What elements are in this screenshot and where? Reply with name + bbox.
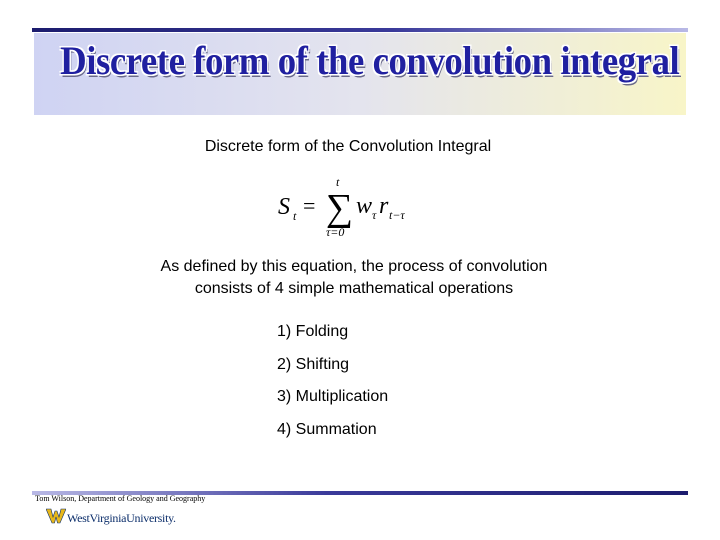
list-item: 3) Multiplication [277, 388, 389, 405]
eq-term1-subscript: τ [372, 208, 377, 222]
list-item: 4) Summation [277, 420, 377, 438]
slide-subtitle: Discrete form of the Convolution Integral [204, 138, 492, 155]
list-item: 2) Shifting [277, 355, 350, 373]
eq-sum-symbol: ∑ [326, 187, 354, 229]
convolution-equation [276, 176, 416, 242]
eq-term2-subscript: t−τ [389, 208, 405, 222]
eq-lhs: S [278, 194, 290, 220]
flying-wv-icon [46, 508, 66, 524]
list-item: 1) Folding [277, 323, 349, 340]
eq-equals: = [303, 193, 316, 218]
eq-term2: r [379, 193, 389, 219]
operations-list [277, 323, 388, 453]
top-rule [32, 28, 688, 32]
slide-title: Discrete form of the convolution integral [60, 38, 680, 83]
description [0, 256, 708, 300]
eq-sum-lower: τ=0 [326, 225, 345, 239]
author-credit: Tom Wilson, Department of Geology and Geography [35, 494, 206, 503]
eq-sum-upper: t [336, 176, 340, 189]
title-banner [34, 33, 686, 115]
description-line-2: consists of 4 simple mathematical operations [194, 280, 514, 297]
eq-lhs-subscript: t [293, 209, 297, 223]
university-name: WestVirginiaUniversity. [67, 511, 176, 525]
description-line-1: As defined by this equation, the process of convolution [160, 258, 548, 275]
eq-term1: w [356, 193, 373, 219]
